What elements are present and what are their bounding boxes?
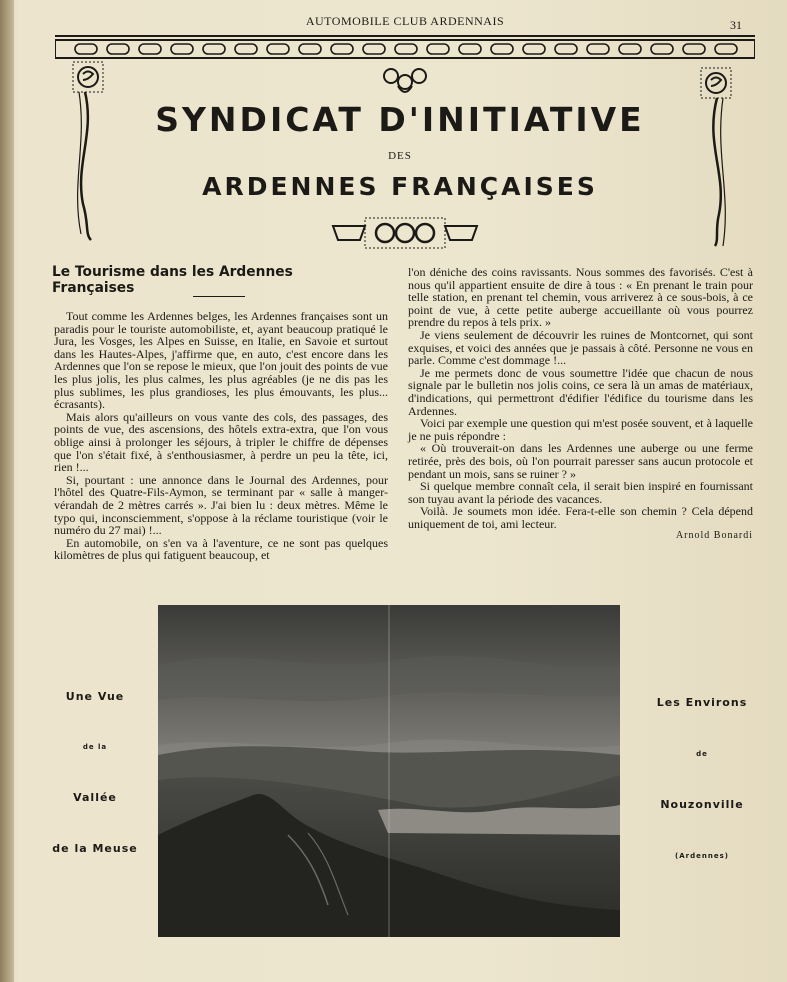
paragraph: l'on déniche des coins ravissants. Nous sommes des favorisés. C'est à nous qu'il appartient ensuite de dire à tous : « En prenant le train pour telle station, en prenant tel chemin, vous arriverez à ce sous-bois, à ce point de vue, à cette petite auberge accueillante où vous pourrez prendre du repos à tels prix. » [408,265,753,330]
header-ornament-frame [55,34,755,254]
paragraph: Je viens seulement de découvrir les ruines de Montcornet, qui sont exquises, et voici des années que je passais à côté. Personne ne vous en parle. Comme c'est dommage !... [408,327,753,368]
header-title: SYNDICAT D'INITIATIVE [155,100,645,139]
bottom-center-ornament-icon [333,218,477,248]
caption-right-line: Nouzonville [660,798,744,811]
caption-left-line: Une Vue [65,690,125,703]
paragraph: En automobile, on s'en va à l'aventure, ce ne sont pas quelques kilomètres de plus qui fatiguent beaucoup, et [54,535,388,563]
caption-left-line: de la Meuse [52,842,138,855]
article-column-left [54,310,388,562]
landscape-photograph [158,605,620,937]
paragraph: « Où trouverait-on dans les Ardennes une auberge ou une ferme retirée, près des bois, où l'on pourrait paresser sans aucun protocole et pendant un mois, sans se ruiner ? » [408,441,753,481]
paragraph: Si, pourtant : une annonce dans le Journal des Ardennes, pour l'hôtel des Quatre-Fils-Aymon, se terminant par « salle à manger-vérandah de 2 mètres carrés ». J'ai bien lu : deux mètres. Même le typo qui, inconsciemment, s'oppose à la réclame touristique (voir le numéro du 27 mai) !... [54,472,388,538]
header-subtitle: ARDENNES FRANÇAISES [202,172,598,201]
article-title: Le Tourisme dans les Ardennes Françaises [52,264,293,296]
paragraph: Voici par exemple une question qui m'est posée souvent, et à laquelle je ne puis répondre : [408,416,753,443]
caption-left-line: de la [82,743,108,751]
caption-right-line: (Ardennes) [675,852,729,860]
left-medallion-icon [73,62,103,92]
right-medallion-icon [701,68,731,98]
article-column-right [408,266,753,543]
paragraph: Je me permets donc de vous soumettre l'idée que chacun de nous signale par le bulletin nos jolis coins, ce sera là un amas de matériaux, d'indications, qui permettront d'édifier l'édifice du tourisme dans les Ardennes. [408,365,753,418]
caption-right-line: de [696,750,708,758]
caption-right-line: Les Environs [656,696,748,709]
caption-left-line: Vallée [73,791,117,804]
book-binding [0,0,14,982]
center-flourish-icon [384,69,426,92]
running-head: AUTOMOBILE CLUB ARDENNAIS [305,14,505,28]
title-rule [193,296,245,297]
header-des: DES [388,150,412,162]
paragraph: Tout comme les Ardennes belges, les Ardennes françaises sont un paradis pour le touriste automobiliste, et, ayant beaucoup pratiqué le Jura, les Vosges, les Alpes en Suisse, en Italie, en Savoie et surtout dans les Hautes-Alpes, j'affirme que, en auto, c'est encore dans les Ardennes que l'on se repose le mieux, que l'on jouit des points de vue les plus jolis, les plus calmes, les plus agréables (je ne dis pas les plus sublimes, les plus grandioses, les plus émouvants, les plus... écrasants). [54,309,388,412]
paragraph: Voilà. Je soumets mon idée. Fera-t-elle son chemin ? Cela dépend uniquement de toi, ami lecteur. [408,504,753,531]
page-number: 31 [730,18,742,32]
paragraph: Si quelque membre connaît cela, il serait bien inspiré en fournissant son tuyau avant la période des vacances. [408,479,753,506]
paragraph: Mais alors qu'ailleurs on vous vante des cols, des passages, des points de vue, des ascensions, des hôtels extra-extra, que l'on vous oblige ainsi à prolonger les séjours, à tripler le chiffre de dépenses que l'on s'était fixé, à s'enthousiasmer, à perdre un peu la tête, ici, rien !... [54,409,388,475]
author-signature: Arnold Bonardi [675,530,753,542]
